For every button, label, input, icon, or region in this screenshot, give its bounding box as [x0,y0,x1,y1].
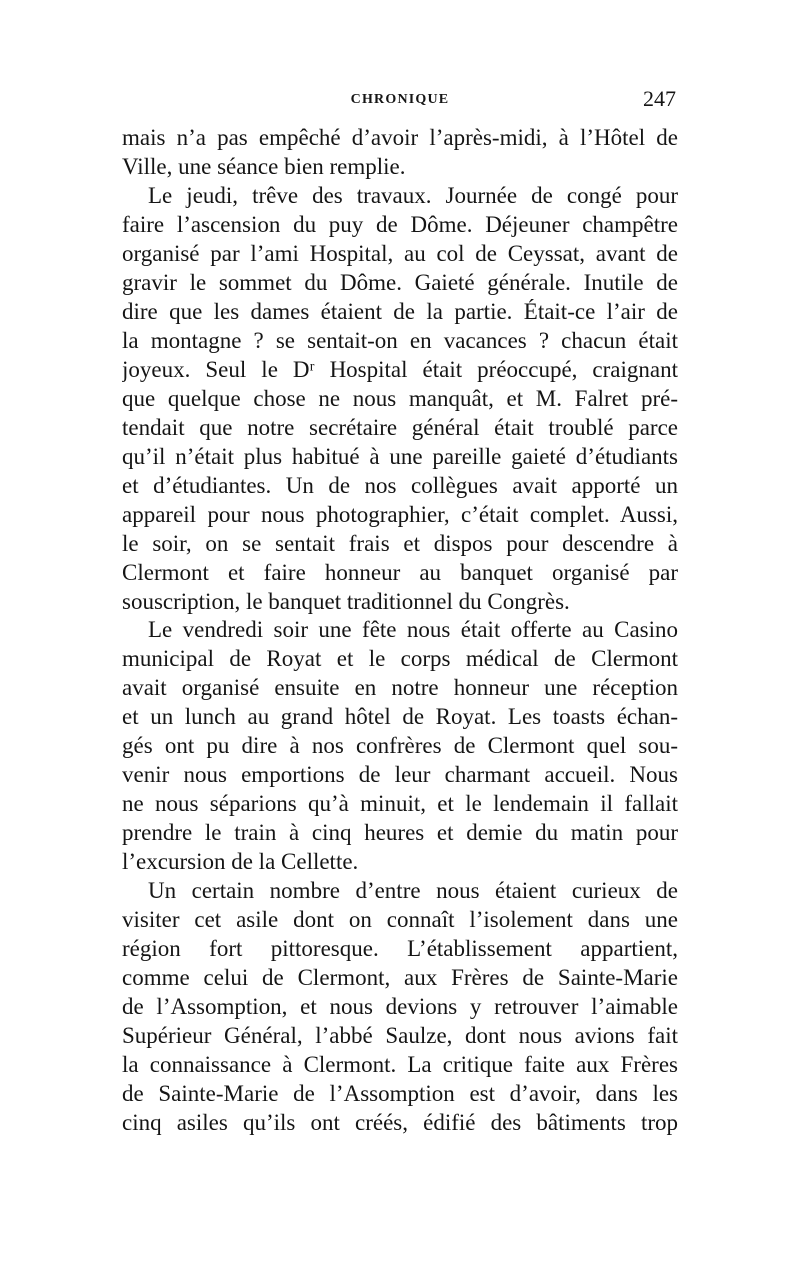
text-line: Le jeudi, trêve des travaux. Journée de congé pour [148,182,678,208]
text-line: de Sainte-Marie de l’Assomption est d’avoir, dans les [122,1080,678,1106]
text-line: dire que les dames étaient de la partie. Était-ce l’air de [122,298,678,324]
text-line: mais n’a pas empêché d’avoir l’après-midi, à l’Hôtel de [122,125,678,150]
text-line: tendait que notre secrétaire général était troublé parce [122,414,678,440]
text-line: et d’étudiantes. Un de nos collègues avait apporté un [122,472,678,498]
text-line: joyeux. Seul le Dʳ Hospital était préoccupé, craignant [122,356,678,382]
text-line: venir nous emportions de leur charmant accueil. Nous [122,762,678,788]
text-line: région fort pittoresque. L’établissement appartient, [122,936,678,962]
text-line: avait organisé ensuite en notre honneur une réception [122,675,678,701]
text-line: ne nous séparions qu’à minuit, et le lendemain il fallait [122,791,678,817]
text-line: Le vendredi soir une fête nous était offerte au Casino [148,617,678,643]
text-line: le soir, on se sentait frais et dispos pour descendre à [122,530,678,556]
running-head [122,86,678,116]
text-line: et un lunch au grand hôtel de Royat. Les toasts échan- [122,704,678,730]
text-line: souscription, le banquet traditionnel du Congrès. [122,588,570,614]
text-line: faire l’ascension du puy de Dôme. Déjeuner champêtre [122,211,678,237]
text-line: appareil pour nous photographier, c’était complet. Aussi, [122,501,678,527]
text-line: l’excursion de la Cellette. [122,849,359,875]
text-line: qu’il n’était plus habitué à une pareille gaieté d’étudiants [122,443,678,469]
text-line: que quelque chose ne nous manquât, et M. Falret pré- [122,385,678,411]
page-number: 247 [643,86,676,111]
text-line: de l’Assomption, et nous devions y retrouver l’aimable [122,994,678,1020]
text-line: municipal de Royat et le corps médical de Clermont [122,646,678,672]
text-line: gés ont pu dire à nos confrères de Clermont quel sou- [122,733,678,759]
text-line: la connaissance à Clermont. La critique faite aux Frères [122,1052,678,1077]
text-line: Un certain nombre d’entre nous étaient curieux de [148,878,678,904]
text-line: comme celui de Clermont, aux Frères de Sainte-Marie [122,965,678,991]
body-text [122,124,678,1138]
text-line: organisé par l’ami Hospital, au col de Ceyssat, avant de [122,240,678,266]
text-line: cinq asiles qu’ils ont créés, édifié des bâtiments trop [122,1109,678,1135]
running-head-title: CHRONIQUE [350,92,450,107]
text-line: la montagne ? se sentait-on en vacances ? chacun était [122,327,678,353]
text-line: prendre le train à cinq heures et demie du matin pour [122,820,678,846]
text-line: visiter cet asile dont on connaît l’isolement dans une [122,907,678,933]
text-line: gravir le sommet du Dôme. Gaieté générale. Inutile de [122,269,678,295]
text-line: Ville, une séance bien remplie. [122,153,406,179]
text-line: Clermont et faire honneur au banquet organisé par [122,559,678,585]
text-line: Supérieur Général, l’abbé Saulze, dont nous avions fait [122,1023,678,1049]
